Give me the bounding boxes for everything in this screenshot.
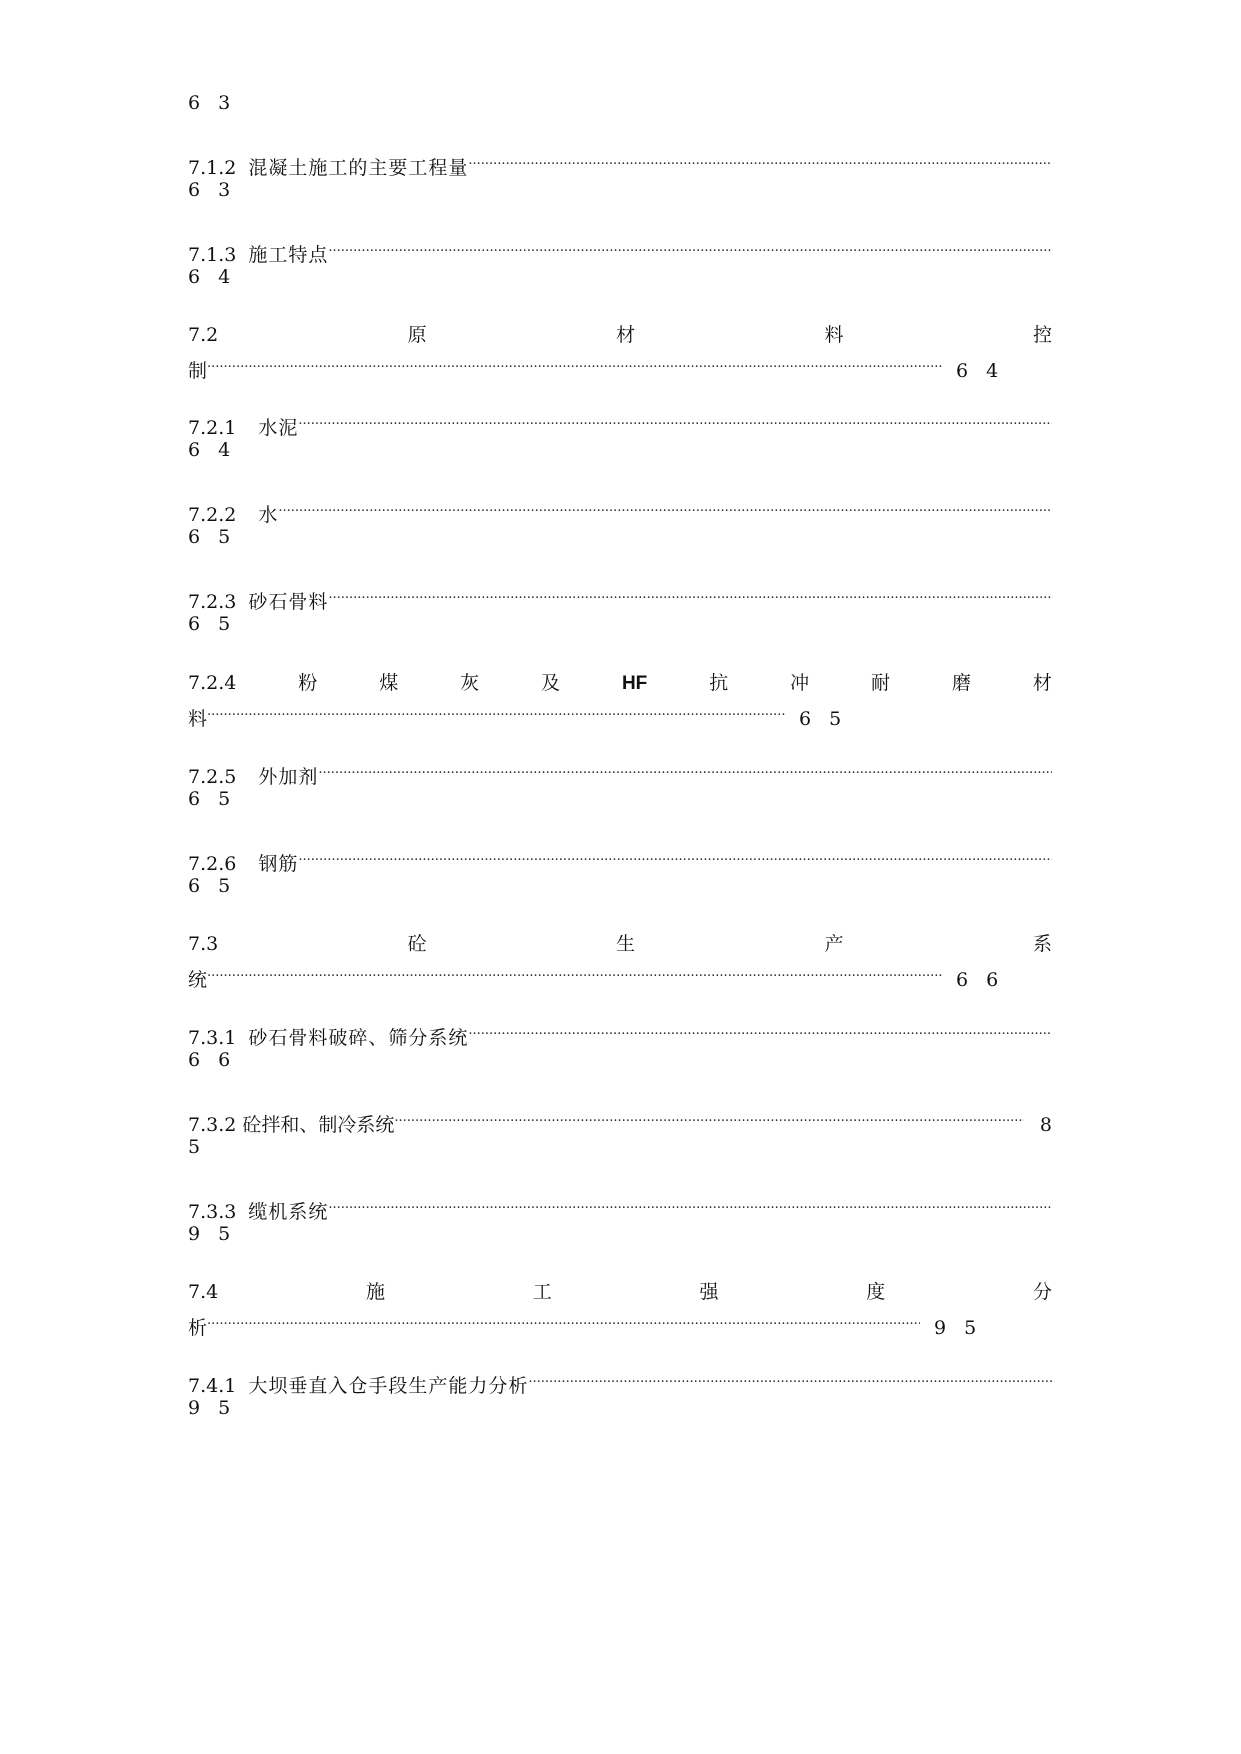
- toc-page-number: 6 5: [799, 708, 848, 730]
- toc-page-number: 6 5: [188, 788, 237, 810]
- toc-leader-dots: [207, 1308, 920, 1334]
- toc-leader-dots: [394, 1105, 1024, 1131]
- toc-entry[interactable]: [188, 757, 1052, 788]
- toc-leader-dots: [298, 844, 1052, 870]
- toc-entry-number: 7.2.6: [188, 853, 237, 875]
- toc-entry-word: HF: [621, 673, 648, 694]
- toc-entry-word: 及: [541, 672, 561, 694]
- toc-entry-word: 粉: [298, 672, 318, 694]
- toc-entry[interactable]: [188, 1366, 1052, 1397]
- toc-entry-word: 冲: [790, 672, 810, 694]
- toc-page-number: 9 5: [188, 1397, 237, 1419]
- toc-entry-word: 耐: [871, 672, 891, 694]
- toc-entry-title: 砂石骨料: [248, 591, 329, 613]
- toc-entry-number: 7.3.2: [188, 1114, 237, 1136]
- toc-entry-word: 灰: [460, 672, 480, 694]
- toc-entry-word: 材: [1032, 672, 1052, 694]
- toc-entry-word: 分: [1032, 1281, 1052, 1303]
- toc-entry-title: 混凝土施工的主要工程量: [248, 157, 469, 179]
- toc-page-number: 6 3: [188, 92, 237, 114]
- toc-entry[interactable]: [188, 495, 1052, 526]
- toc-entry-tail: 料: [188, 708, 208, 730]
- toc-entry-number: 7.1.3: [188, 244, 237, 266]
- toc-entry-word: 磨: [951, 672, 971, 694]
- toc-entry-number: 7.3.1: [188, 1027, 237, 1049]
- toc-entry[interactable]: [188, 1105, 1052, 1136]
- toc-leader-dots: [528, 1366, 1052, 1392]
- toc-leader-dots: [328, 1192, 1052, 1218]
- toc-entry-title: 水泥: [258, 417, 299, 439]
- toc-page-number: 6 3: [188, 179, 237, 201]
- toc-entry-word: 砼: [407, 933, 427, 955]
- toc-page-number: 9 5: [188, 1223, 237, 1245]
- toc-entry-number: 7.3.3: [188, 1201, 237, 1223]
- toc-entry-word: 煤: [379, 672, 399, 694]
- toc-page-number: 6 4: [956, 360, 1005, 382]
- toc-entry-word: 生: [616, 933, 636, 955]
- toc-entry-word: 工: [532, 1281, 552, 1303]
- toc-entry-word: 控: [1032, 324, 1052, 346]
- toc-page-number: 6 6: [188, 1049, 237, 1071]
- toc-entry-word: 产: [824, 933, 844, 955]
- toc-page-number: 6 6: [956, 969, 1005, 991]
- toc-entry-number: 7.2.1: [188, 417, 237, 439]
- toc-entry-tail: 统: [188, 969, 208, 991]
- toc-entry-title: 水: [258, 504, 279, 526]
- toc-entry-title: 砂石骨料破碎、筛分系统: [248, 1027, 469, 1049]
- toc-leader-dots: [468, 148, 1052, 174]
- toc-entry-number: 7.4: [188, 1281, 219, 1303]
- toc-entry[interactable]: [188, 931, 1052, 957]
- toc-leader-dots: [318, 757, 1052, 783]
- toc-entry-word: 度: [866, 1281, 886, 1303]
- toc-leader-dots: [207, 351, 942, 377]
- toc-entry-title: 施工特点: [248, 244, 329, 266]
- toc-leader-dots: [468, 1018, 1052, 1044]
- toc-entry-word: 系: [1032, 933, 1052, 955]
- toc-leader-dots: [207, 699, 785, 725]
- toc-entry-title: 外加剂: [258, 766, 319, 788]
- toc-entry-number: 7.2.5: [188, 766, 237, 788]
- toc-entry-number: 7.2.3: [188, 591, 237, 613]
- toc-entry-title: 钢筋: [258, 853, 299, 875]
- toc-page-number: 8: [1039, 1114, 1052, 1136]
- toc-leader-dots: [328, 235, 1052, 261]
- toc-entry-word: 料: [824, 324, 844, 346]
- toc-entry-continuation: [188, 699, 1052, 730]
- toc-entry-number: 7.2.2: [188, 504, 237, 526]
- toc-entry-number: 7.4.1: [188, 1375, 237, 1397]
- toc-leader-dots: [298, 408, 1052, 434]
- toc-entry-tail: 制: [188, 360, 208, 382]
- toc-entry[interactable]: [188, 670, 1052, 696]
- toc-entry-continuation: [188, 960, 1052, 991]
- toc-entry[interactable]: [188, 582, 1052, 613]
- toc-entry-word: 强: [699, 1281, 719, 1303]
- toc-leader-dots: [278, 495, 1052, 521]
- toc-entry-word: 材: [616, 324, 636, 346]
- toc-entry[interactable]: [188, 844, 1052, 875]
- toc-page-number: 6 4: [188, 266, 237, 288]
- toc-entry[interactable]: [188, 1279, 1052, 1305]
- toc-page-number: 6 5: [188, 526, 237, 548]
- toc-entry-title: 缆机系统: [248, 1201, 329, 1223]
- toc-page-number: 6 5: [188, 613, 237, 635]
- toc-entry[interactable]: [188, 148, 1052, 179]
- toc-leader-dots: [207, 960, 942, 986]
- toc-entry-title: 大坝垂直入仓手段生产能力分析: [248, 1375, 529, 1397]
- toc-entry-number: 7.2.4: [188, 672, 237, 694]
- toc-entry[interactable]: [188, 322, 1052, 348]
- toc-entry[interactable]: [188, 1018, 1052, 1049]
- toc-entry[interactable]: [188, 408, 1052, 439]
- toc-leader-dots: [328, 582, 1052, 608]
- toc-page-number: 9 5: [934, 1317, 983, 1339]
- toc-entry-word: 抗: [709, 672, 729, 694]
- toc-entry-word: 原: [407, 324, 427, 346]
- toc-entry[interactable]: [188, 235, 1052, 266]
- toc-page-number: 6 4: [188, 439, 237, 461]
- toc-entry-number: 7.2: [188, 324, 219, 346]
- toc-entry-title: 砼拌和、制冷系统: [242, 1114, 395, 1136]
- toc-entry-continuation: [188, 351, 1052, 382]
- toc-entry[interactable]: [188, 1192, 1052, 1223]
- toc-entry-number: 7.1.2: [188, 157, 237, 179]
- toc-page-number: 5: [188, 1136, 201, 1158]
- toc-entry-number: 7.3: [188, 933, 219, 955]
- toc-page-number: 6 5: [188, 875, 237, 897]
- toc-entry-continuation: [188, 1308, 1052, 1339]
- toc-entry-word: 施: [365, 1281, 385, 1303]
- toc-entry-tail: 析: [188, 1317, 208, 1339]
